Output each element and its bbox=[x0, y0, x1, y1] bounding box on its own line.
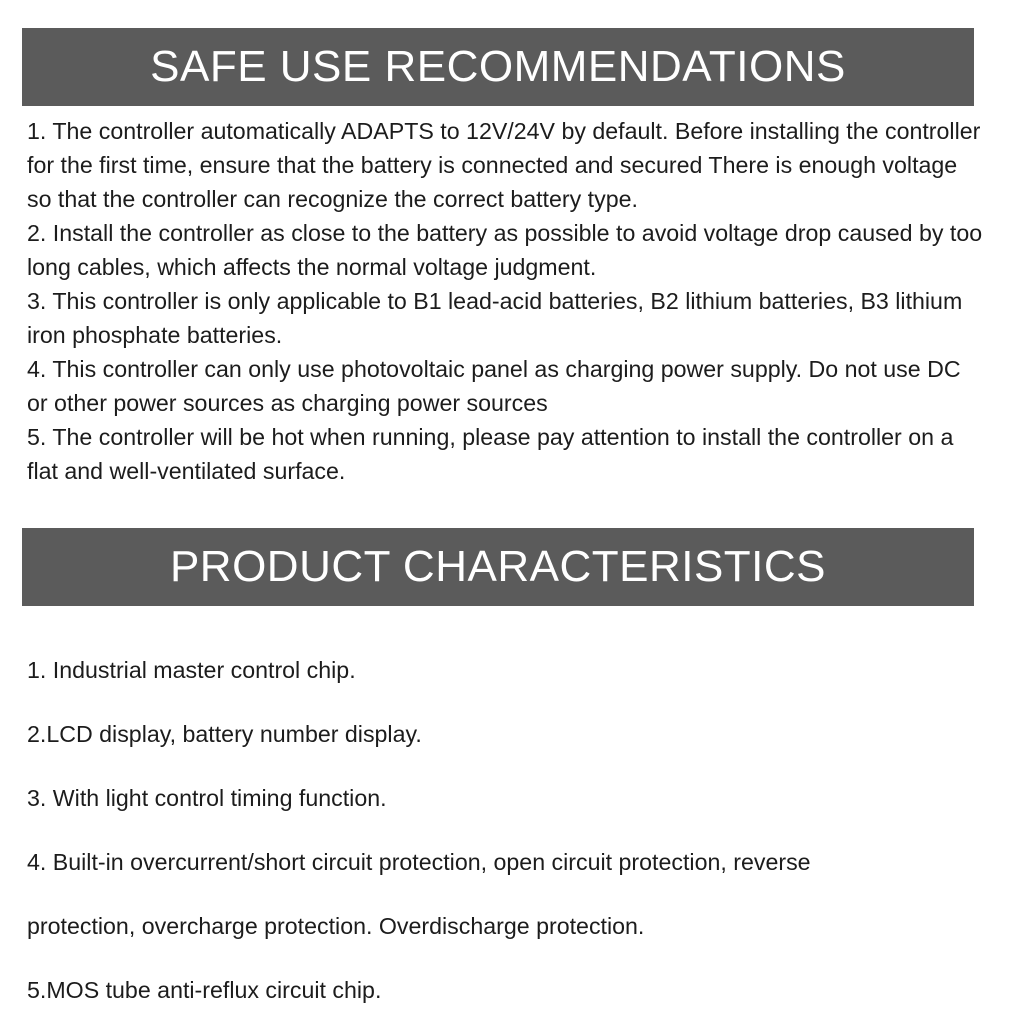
safe-use-item-5: 5. The controller will be hot when running, please pay attention to install the controller on a flat and well-ventilated surface. bbox=[27, 424, 954, 484]
safe-use-list bbox=[27, 114, 987, 488]
safe-use-item-3: 3. This controller is only applicable to B1 lead-acid batteries, B2 lithium batteries, B3 lithium iron phosphate batteries. bbox=[27, 288, 963, 348]
product-characteristics-list bbox=[27, 638, 987, 1022]
characteristic-item-4: 4. Built-in overcurrent/short circuit protection, open circuit protection, reverse bbox=[27, 849, 811, 875]
characteristic-item-4-continued: protection, overcharge protection. Overdischarge protection. bbox=[27, 913, 645, 939]
safe-use-item-2: 2. Install the controller as close to the battery as possible to avoid voltage drop caused by too long cables, which affects the normal voltage judgment. bbox=[27, 220, 983, 280]
characteristic-item-1: 1. Industrial master control chip. bbox=[27, 657, 356, 683]
safe-use-header bbox=[22, 28, 974, 106]
safe-use-title: SAFE USE RECOMMENDATIONS bbox=[150, 42, 846, 91]
safe-use-item-1: 1. The controller automatically ADAPTS to 12V/24V by default. Before installing the controller for the first time, ensure that the battery is connected and secured There is enough voltage so that the controller can recognize the correct battery type. bbox=[27, 118, 981, 212]
characteristic-item-2: 2.LCD display, battery number display. bbox=[27, 721, 422, 747]
product-characteristics-title: PRODUCT CHARACTERISTICS bbox=[169, 542, 827, 591]
characteristic-item-3: 3. With light control timing function. bbox=[27, 785, 387, 811]
safe-use-item-4: 4. This controller can only use photovoltaic panel as charging power supply. Do not use DC or other power sources as charging power sources bbox=[27, 356, 961, 416]
product-characteristics-header bbox=[22, 528, 974, 606]
characteristic-item-5: 5.MOS tube anti-reflux circuit chip. bbox=[27, 977, 382, 1003]
